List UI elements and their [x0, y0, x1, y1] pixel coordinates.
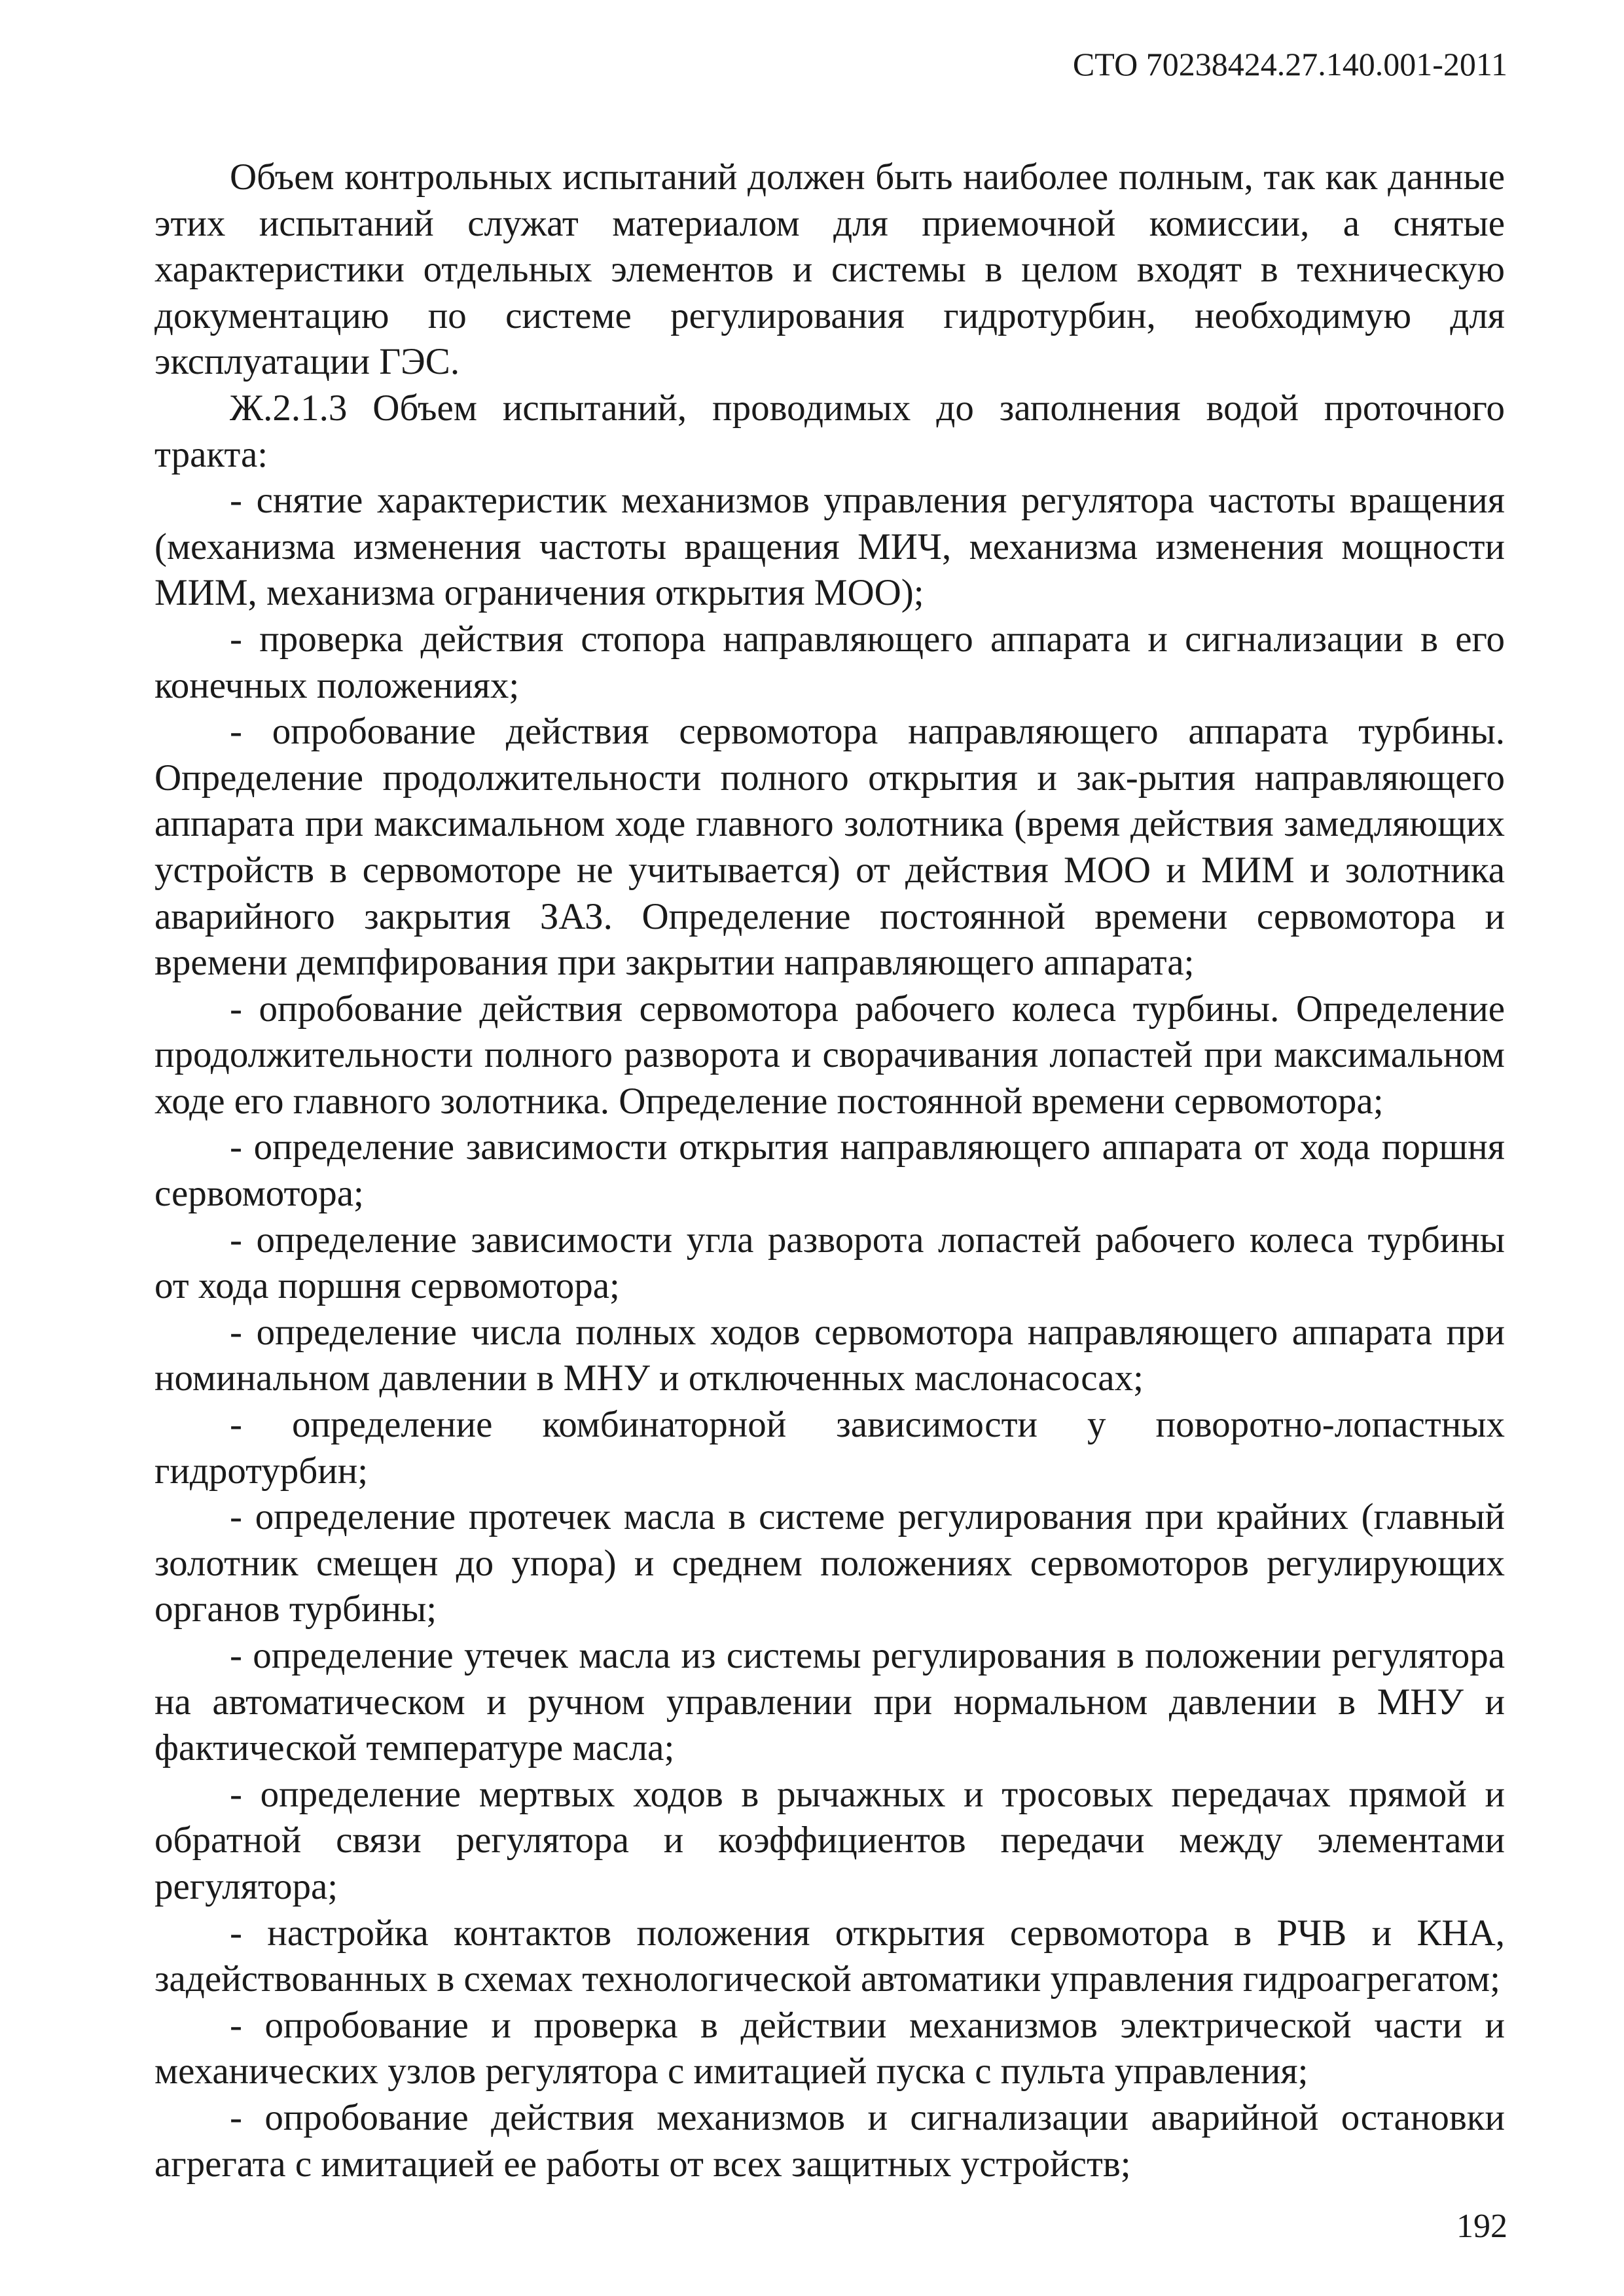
list-item: - опробование действия механизмов и сигнализации аварийной остановки агрегата с имитацией ее работы от всех защитных устройств; — [154, 2096, 1505, 2185]
list-item: - снятие характеристик механизмов управления регулятора частоты вращения (механизма изменения частоты вращения МИЧ, механизма изменения мощности МИМ, механизма ограничения открытия МОО); — [154, 480, 1505, 614]
list-item: - определение зависимости угла разворота лопастей рабочего колеса турбины от хода поршня сервомотора; — [154, 1219, 1505, 1307]
document-body — [154, 154, 1505, 2187]
list-item: - опробование действия сервомотора направляющего аппарата турбины. Определение продолжительности полного открытия и зак-рытия направляющего аппарата при максимальном ходе главного золотника (время действия замедляющих устройств в сервомоторе не учитывается) от действия МОО и МИМ и золотника аварийного закрытия ЗАЗ. Определение постоянной времени сервомотора и времени демпфирования при закрытии направляющего аппарата; — [154, 711, 1505, 984]
list-item: - определение мертвых ходов в рычажных и тросовых передачах прямой и обратной связи регулятора и коэффициентов передачи между элементами регулятора; — [154, 1773, 1505, 1907]
list-item: - опробование действия сервомотора рабочего колеса турбины. Определение продолжительности полного разворота и сворачивания лопастей при максимальном ходе его главного золотника. Определение постоянной времени сервомотора; — [154, 988, 1505, 1122]
list-item: - определение протечек масла в системе регулирования при крайних (главный золотник смещен до упора) и среднем положениях сервомоторов регулирующих органов турбины; — [154, 1496, 1505, 1630]
list-item: - настройка контактов положения открытия сервомотора в РЧВ и КНА, задействованных в схемах технологической автоматики управления гидроагрегатом; — [154, 1912, 1505, 2000]
paragraph-section-heading: Ж.2.1.3 Объем испытаний, проводимых до заполнения водой проточного тракта: — [154, 387, 1505, 475]
list-item: - проверка действия стопора направляющего аппарата и сигнализации в его конечных положениях; — [154, 618, 1505, 706]
list-item: - определение утечек масла из системы регулирования в положении регулятора на автоматическом и ручном управлении при нормальном давлении в МНУ и фактической температуре масла; — [154, 1635, 1505, 1769]
list-item: - опробование и проверка в действии механизмов электрической части и механических узлов регулятора с имитацией пуска с пульта управления; — [154, 2004, 1505, 2092]
document-code: СТО 70238424.27.140.001-2011 — [1072, 46, 1507, 82]
paragraph-control-tests-scope: Объем контрольных испытаний должен быть наиболее полным, так как данные этих испытаний служат материалом для приемочной комиссии, а снятые характеристики отдельных элементов и системы в целом входят в техническую документацию по системе регулирования гидротурбин, необходимую для эксплуатации ГЭС. — [154, 156, 1505, 383]
list-item: - определение зависимости открытия направляющего аппарата от хода поршня сервомотора; — [154, 1126, 1505, 1215]
list-item: - определение числа полных ходов сервомотора направляющего аппарата при номинальном давлении в МНУ и отключенных маслонасосах; — [154, 1311, 1505, 1399]
page-number: 192 — [1456, 2208, 1507, 2245]
list-item: - определение комбинаторной зависимости у поворотно-лопастных гидротурбин; — [154, 1404, 1505, 1492]
